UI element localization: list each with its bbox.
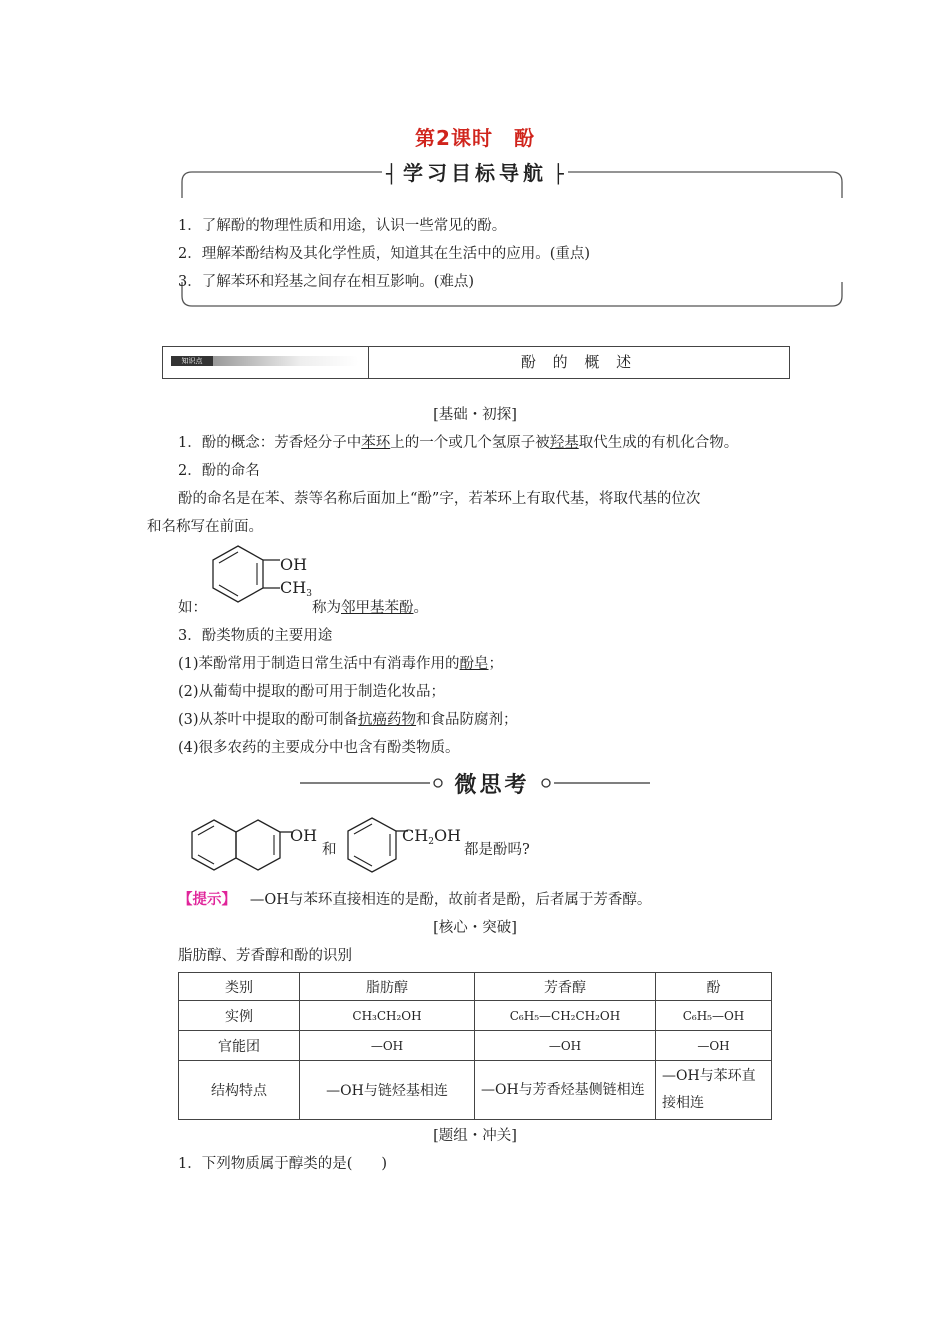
- section-bar: [162, 346, 790, 379]
- think-heading: 微思考: [454, 772, 530, 798]
- naphthol-oh: OH: [290, 826, 318, 845]
- alcohol-phenol-table: [178, 972, 772, 1120]
- table-row: [179, 1061, 772, 1120]
- table-cell: 类别: [179, 973, 300, 1001]
- hint-paragraph: 【提示】 —OH与苯环直接相连的是酚，故前者是酚，后者属于芳香醇。: [178, 891, 652, 908]
- hint-label: 【提示】: [178, 891, 236, 908]
- table-cell: CH₃CH₂OH: [300, 1001, 475, 1031]
- goal-item: 3．了解苯环和羟基之间存在相互影响。(难点): [178, 274, 475, 290]
- table-cell: —OH与链烃基相连: [300, 1061, 475, 1120]
- table-cell: C₆H₅—CH₂CH₂OH: [475, 1001, 656, 1031]
- example-oh: OH: [280, 555, 308, 574]
- goals-heading: ┤ 学习目标导航 ├: [0, 157, 950, 186]
- goal-item: 2．理解苯酚结构及其化学性质，知道其在生活中的应用。(重点): [178, 246, 591, 262]
- table-cell: —OH: [656, 1031, 772, 1061]
- table-header-row: [179, 973, 772, 1001]
- table-title: 脂肪醇、芳香醇和酚的识别: [178, 948, 352, 964]
- use-item: (4)很多农药的主要成分中也含有酚类物质。: [178, 740, 460, 756]
- table-cell: —OH与芳香烃基侧链相连: [475, 1061, 656, 1120]
- table-cell: 脂肪醇: [300, 973, 475, 1001]
- uses-heading: 3．酚类物质的主要用途: [178, 628, 333, 644]
- use-item: (3)从茶叶中提取的酚可制备抗癌药物和食品防腐剂；: [178, 712, 518, 728]
- think-question: 都是酚吗?: [464, 842, 530, 858]
- cresol-structure-icon: [208, 542, 288, 612]
- basics-heading: [基础・初探]: [433, 407, 517, 423]
- naming-heading: 2．酚的命名: [178, 463, 260, 479]
- think-and: 和: [322, 842, 337, 858]
- benzyl-ch2oh: $CH_2OH$: [402, 826, 462, 847]
- core-heading: [核心・突破]: [433, 920, 517, 936]
- table-cell: 实例: [179, 1001, 300, 1031]
- use-item: (1)苯酚常用于制造日常生活中有消毒作用的酚皂；: [178, 656, 504, 672]
- example-prefix: 如：: [178, 600, 207, 616]
- knowledge-tag: 知识点: [171, 356, 213, 366]
- section-label: 酚 的 概 述: [520, 353, 638, 371]
- example-name: 称为邻甲基苯酚。: [312, 600, 428, 616]
- naming-text-line1: 酚的命名是在苯、萘等名称后面加上“酚”字，若苯环上有取代基，将取代基的位次: [178, 491, 701, 507]
- concept-paragraph: 1．酚的概念：芳香烃分子中苯环上的一个或几个氢原子被羟基取代生成的有机化合物。: [178, 435, 739, 451]
- benzyl-structure-icon: [342, 812, 412, 882]
- table-row: [179, 1031, 772, 1061]
- tag-gradient: [213, 356, 359, 366]
- table-cell: —OH: [475, 1031, 656, 1061]
- table-cell: 结构特点: [179, 1061, 300, 1120]
- page-title: 第2课时 酚: [415, 126, 535, 150]
- goal-item: 1．了解酚的物理性质和用途，认识一些常见的酚。: [178, 218, 507, 234]
- naming-text-line2: 和名称写在前面。: [147, 519, 263, 535]
- table-cell: 官能团: [179, 1031, 300, 1061]
- table-cell: —OH: [300, 1031, 475, 1061]
- practice-heading: [题组・冲关]: [433, 1128, 517, 1144]
- use-item: (2)从葡萄中提取的酚可用于制造化妆品；: [178, 684, 446, 700]
- table-cell: 酚: [656, 973, 772, 1001]
- example-ch3: $CH_3$: [280, 578, 312, 599]
- naphthol-structure-icon: [186, 812, 296, 882]
- table-row: [179, 1001, 772, 1031]
- table-cell: —OH与苯环直接相连: [656, 1061, 772, 1120]
- question-1: 1．下列物质属于醇类的是( ): [178, 1156, 388, 1172]
- table-cell: 芳香醇: [475, 973, 656, 1001]
- table-cell: C₆H₅—OH: [656, 1001, 772, 1031]
